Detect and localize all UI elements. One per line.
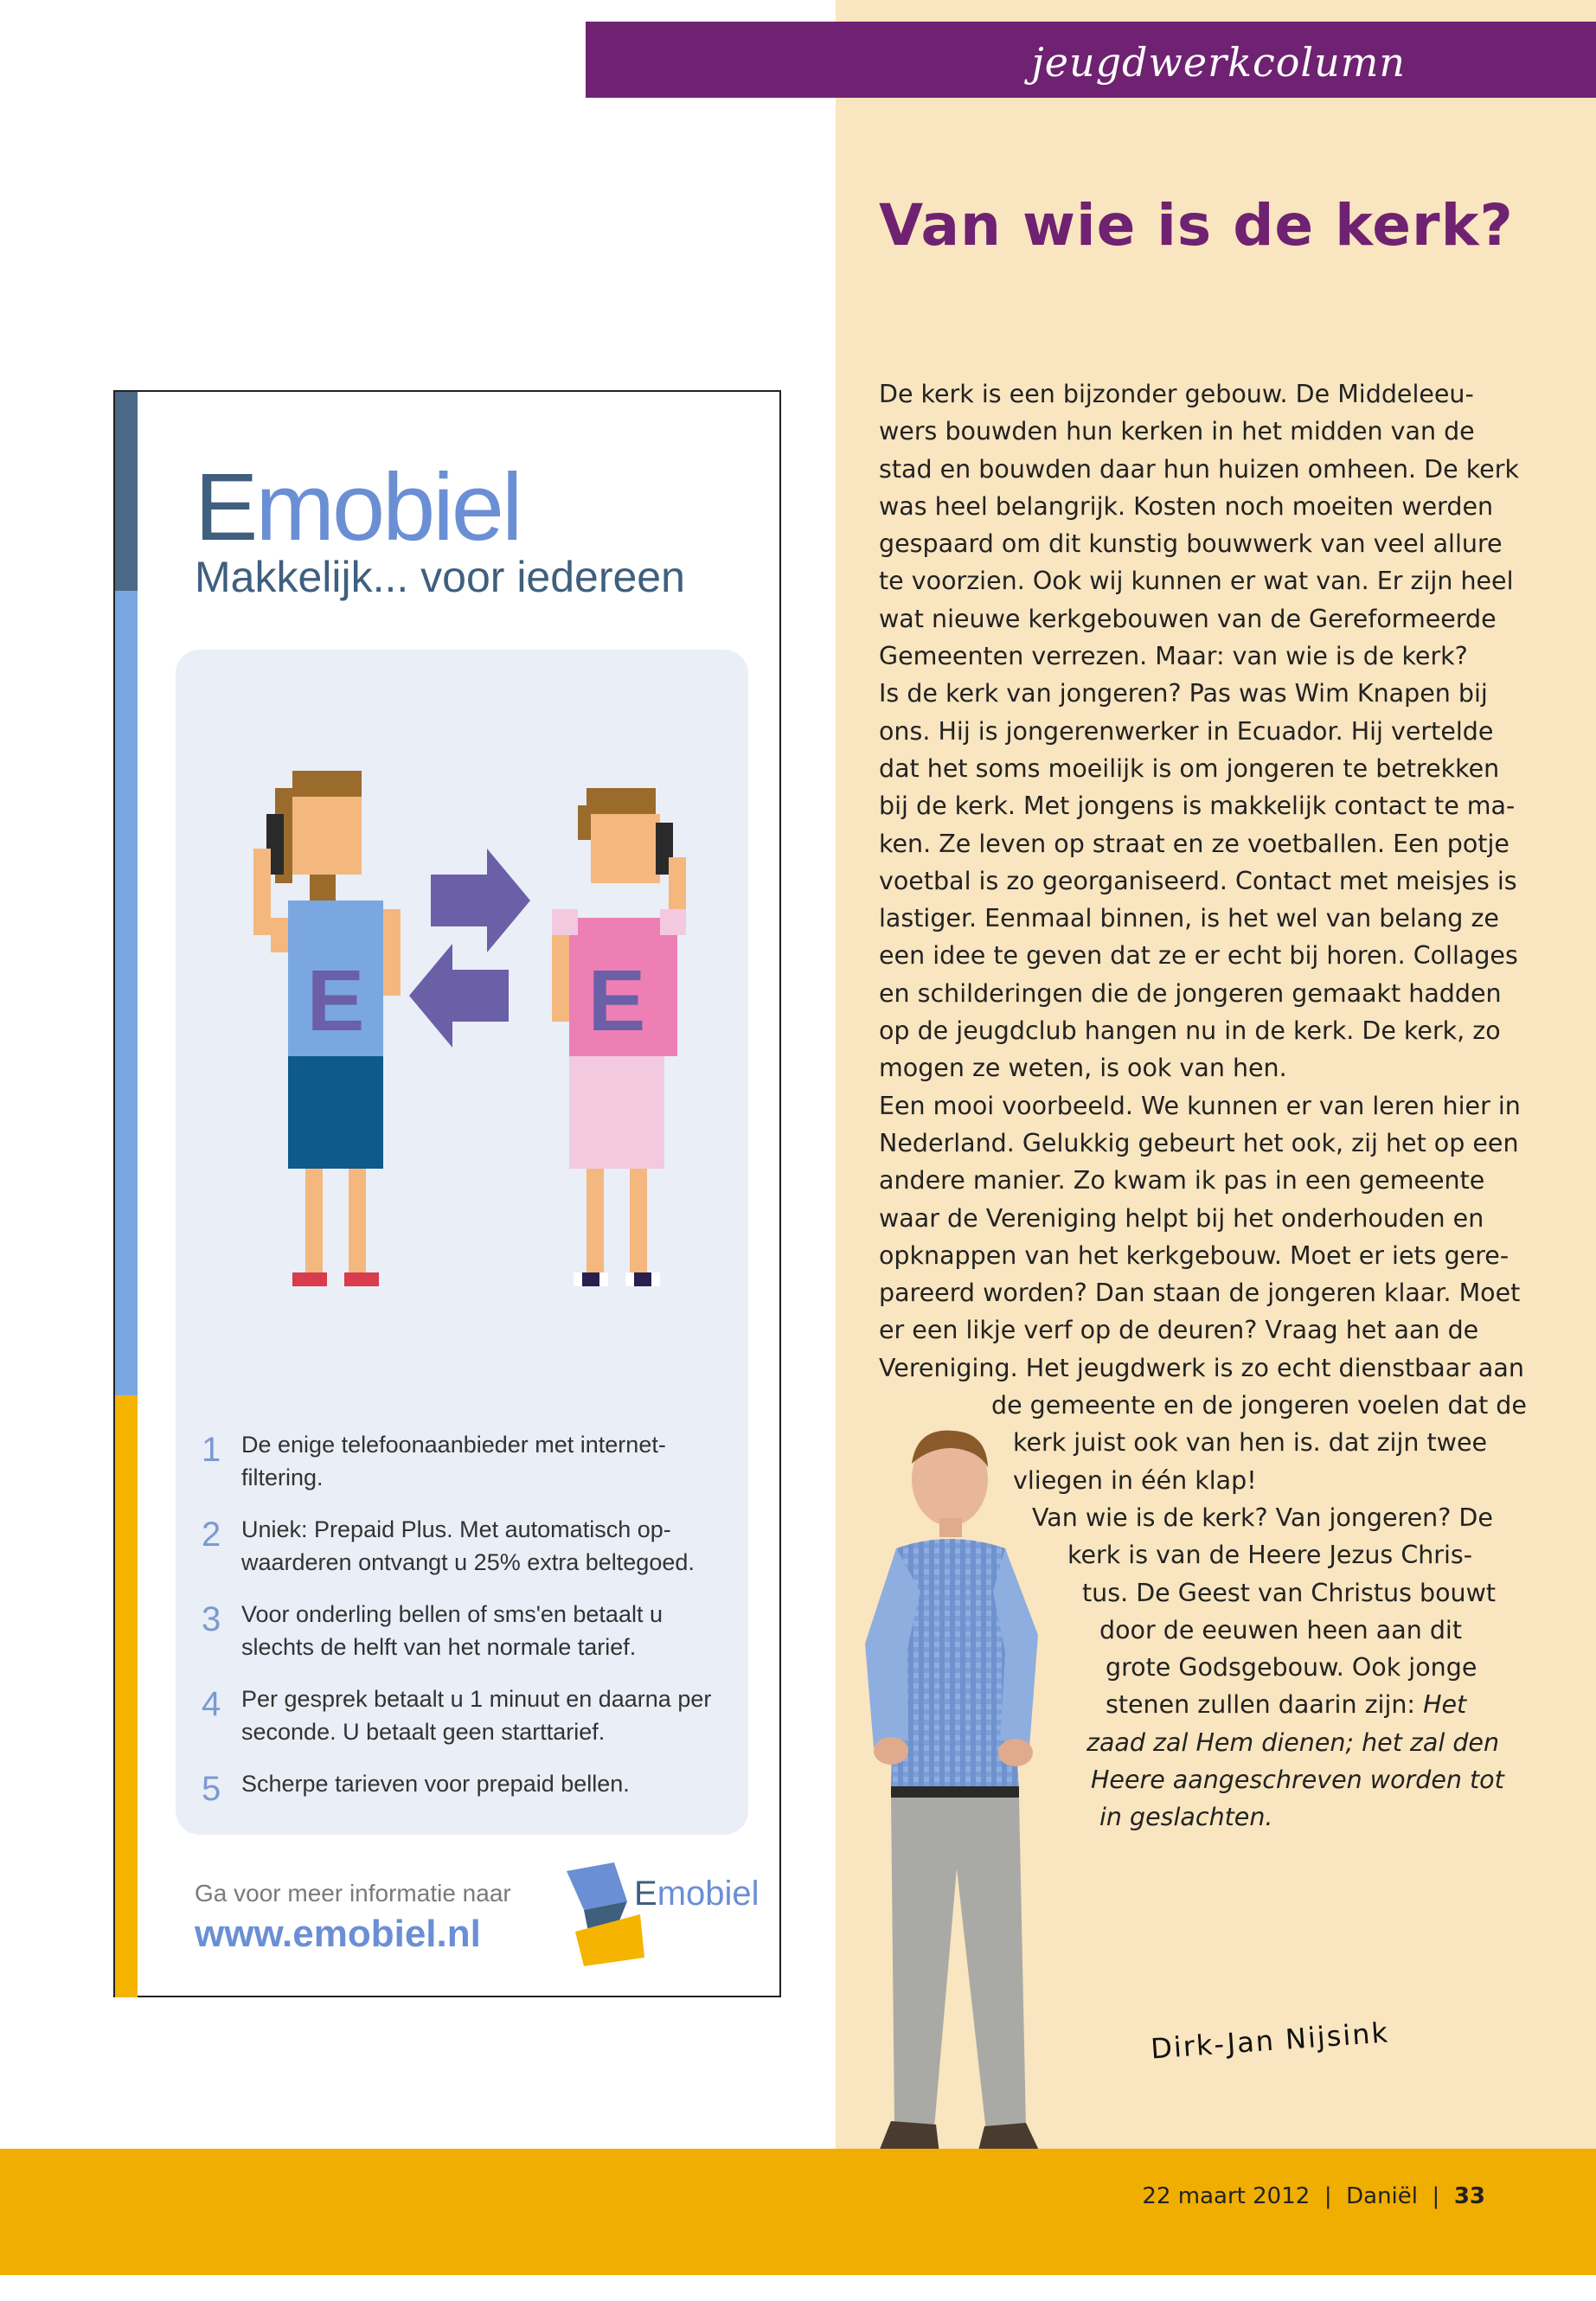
ad-feature-item: [202, 1598, 738, 1663]
ad-brand-name: Emobiel: [195, 454, 521, 561]
article-line: er een likje verf op de deuren? Vraag het aan de: [879, 1316, 1479, 1345]
feature-text: Voor onderling bellen of sms'en betaalt u slechts de helft van het normale tarief.: [241, 1601, 663, 1660]
article-line: en schilderingen die de jongeren gemaakt hadden: [879, 978, 1502, 1008]
article-line-text: kerk juist ook van hen is. dat zijn twee: [1013, 1428, 1488, 1458]
feature-number: 2: [202, 1516, 221, 1554]
footer-bar: [0, 2149, 1596, 2275]
article-line-text: stenen zullen daarin zijn:: [1106, 1690, 1416, 1720]
article-line: Een mooi voorbeeld. We kunnen er van leren hier in: [879, 1091, 1521, 1120]
ad-tagline: Makkelijk... voor iedereen: [195, 553, 685, 601]
article-line: Vereniging. Het jeugdwerk is zo echt dienstbaar aan: [879, 1353, 1524, 1382]
article-line: was heel belangrijk. Kosten noch moeiten werden: [879, 491, 1494, 521]
article-line: dat het soms moeilijk is om jongeren te betrekken: [879, 753, 1500, 783]
page-number: 33: [1453, 2183, 1485, 2209]
article-title: Van wie is de kerk?: [879, 192, 1514, 259]
feature-number: 5: [202, 1770, 221, 1808]
article-line-text: vliegen in één klap!: [1013, 1465, 1257, 1495]
article-line: wers bouwden hun kerken in het midden van de: [879, 417, 1475, 446]
feature-number: 4: [202, 1685, 221, 1723]
feature-text: Uniek: Prepaid Plus. Met automatisch op-waarderen ontvangt u 25% extra beltegoed.: [241, 1516, 695, 1575]
ad-feature-item: [202, 1767, 738, 1808]
ad-stripe-yellow: [115, 1395, 138, 1997]
author-signature: Dirk-Jan Nijsink: [1150, 2016, 1391, 2066]
ad-more-info-text: Ga voor meer informatie naar: [195, 1880, 511, 1907]
article-line: andere manier. Zo kwam ik pas in een gemeente: [879, 1166, 1485, 1195]
article-line: bij de kerk. Met jongens is makkelijk contact te ma-: [879, 792, 1516, 821]
article-line-text: de gemeente en de jongeren voelen dat de: [991, 1391, 1527, 1420]
article-line: te voorzien. Ook wij kunnen er wat van. Er zijn heel: [879, 567, 1514, 596]
pixel-people-illustration: [210, 753, 721, 1290]
section-header-bar: [586, 22, 1596, 98]
article-line: Is de kerk van jongeren? Pas was Wim Knapen bij: [879, 679, 1488, 708]
quote-start: Het: [1423, 1690, 1467, 1720]
article-line: een idee te geven dat ze er echt bij horen. Collages: [879, 941, 1518, 971]
footer-info: [1142, 2183, 1485, 2209]
article-line: waar de Vereniging helpt bij het onderhouden en: [879, 1203, 1484, 1233]
article-line: gespaard om dit kunstig bouwwerk van veel allure: [879, 529, 1503, 559]
footer-separator: |: [1324, 2183, 1332, 2209]
ad-feature-item: [202, 1428, 738, 1494]
article-line-text: tus. De Geest van Christus bouwt: [1082, 1578, 1497, 1607]
ad-stripe-blue: [115, 591, 138, 1395]
article-line: ons. Hij is jongerenwerker in Ecuador. Hij vertelde: [879, 716, 1494, 746]
feature-text: Scherpe tarieven voor prepaid bellen.: [241, 1771, 630, 1797]
ad-logo-text: Emobiel: [634, 1875, 760, 1913]
article-line: lastiger. Eenmaal binnen, is het wel van belang ze: [879, 904, 1499, 933]
author-photo: [856, 1419, 1176, 2180]
ad-feature-list: [202, 1428, 738, 1819]
article-line: De kerk is een bijzonder gebouw. De Middeleeu-: [879, 380, 1474, 408]
ad-feature-item: [202, 1513, 738, 1579]
article-line-text: door de eeuwen heen aan dit: [1099, 1615, 1463, 1644]
article-line: Gemeenten verrezen. Maar: van wie is de kerk?: [879, 642, 1468, 671]
feature-text: Per gesprek betaalt u 1 minuut en daarna per seconde. U betaalt geen starttarief.: [241, 1686, 712, 1745]
feature-number: 1: [202, 1431, 221, 1469]
footer-magazine: Daniël: [1346, 2183, 1418, 2209]
quote-line: zaad zal Hem dienen; het zal den: [1086, 1727, 1500, 1757]
article-line: op de jeugdclub hangen nu in de kerk. De kerk, zo: [879, 1016, 1501, 1046]
article-line: pareerd worden? Dan staan de jongeren klaar. Moet: [879, 1279, 1521, 1308]
section-label: jeugdwerkcolumn: [1031, 39, 1406, 86]
quote-line: Heere aangeschreven worden tot: [1091, 1765, 1504, 1794]
article-line: opknappen van het kerkgebouw. Moet er iets gere-: [879, 1240, 1509, 1270]
footer-separator: |: [1432, 2183, 1440, 2209]
ad-stripe-dark: [115, 392, 138, 591]
quote-line: in geslachten.: [1099, 1803, 1273, 1832]
article-line-text: Van wie is de kerk? Van jongeren? De: [1032, 1503, 1493, 1532]
right-shirt-letter: E: [587, 952, 646, 1049]
article-line: ken. Ze leven op straat en ze voetballen. Een potje: [879, 829, 1509, 858]
article-line: mogen ze weten, is ook van hen.: [879, 1054, 1287, 1083]
article-line: Nederland. Gelukkig gebeurt het ook, zij het op een: [879, 1128, 1519, 1157]
footer-date: 22 maart 2012: [1142, 2183, 1311, 2209]
feature-number: 3: [202, 1600, 221, 1638]
article-line: stad en bouwden daar hun huizen omheen. De kerk: [879, 454, 1519, 484]
article-line-text: grote Godsgebouw. Ook jonge: [1106, 1653, 1477, 1682]
ad-feature-item: [202, 1682, 738, 1748]
article-line: wat nieuwe kerkgebouwen van de Gereformeerde: [879, 604, 1497, 633]
left-shirt-letter: E: [306, 952, 365, 1049]
article-main-text: [879, 375, 1524, 1387]
ad-website-link[interactable]: www.emobiel.nl: [195, 1913, 481, 1955]
feature-text: De enige telefoonaanbieder met internet-filtering.: [241, 1432, 666, 1490]
article-line-text: kerk is van de Heere Jezus Chris-: [1067, 1541, 1473, 1570]
ad-info-panel: [176, 650, 748, 1835]
article-line: voetbal is zo georganiseerd. Contact met meisjes is: [879, 866, 1517, 895]
emobiel-advertisement[interactable]: [113, 390, 781, 1997]
